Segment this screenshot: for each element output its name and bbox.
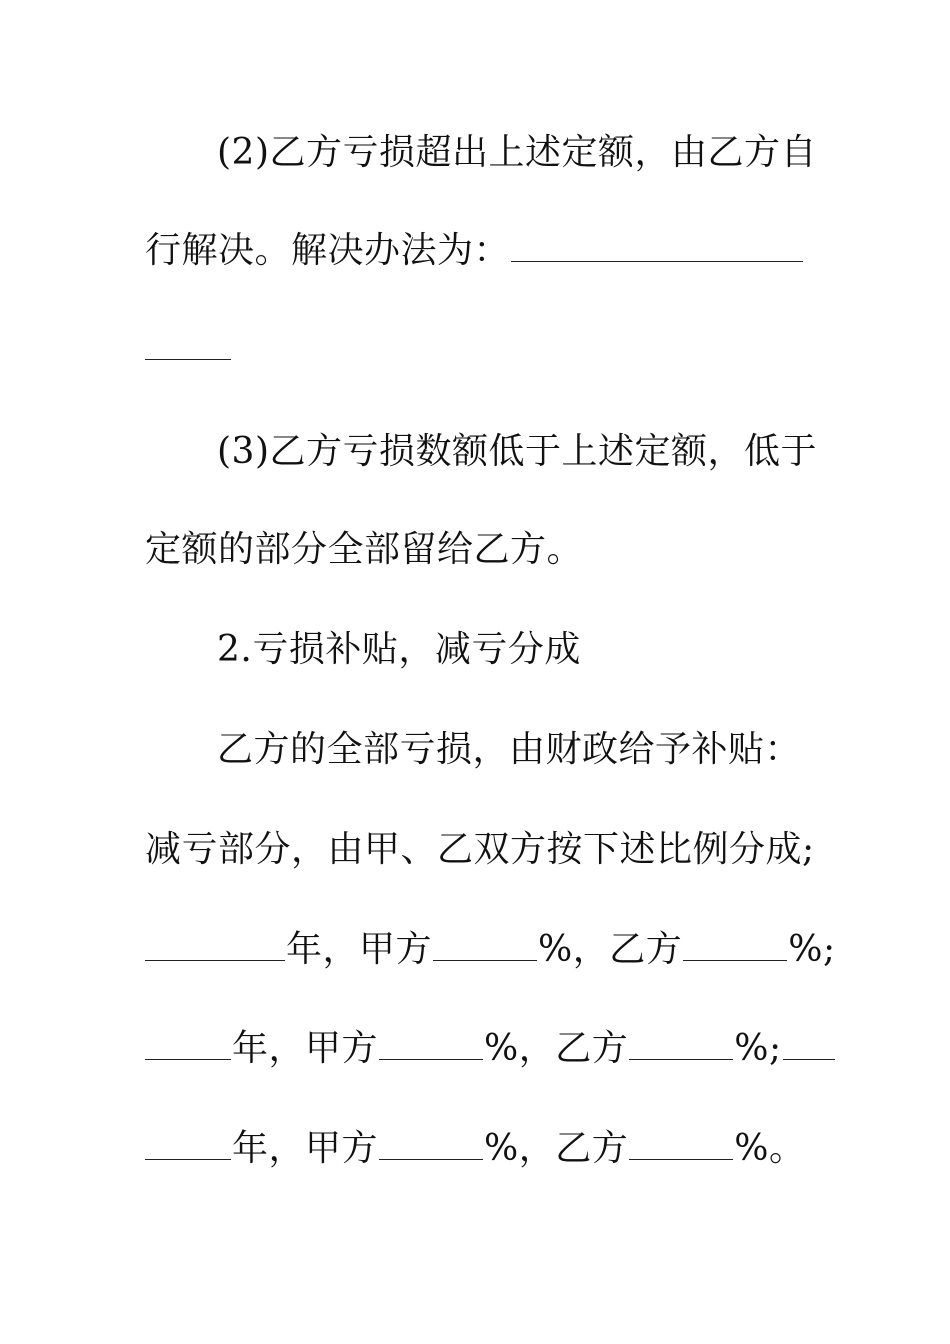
paragraph-3-line-2: 定额的部分全部留给乙方。 [145,529,584,570]
ratio-row-1-year-label: 年，甲方 [286,929,433,970]
party-b-percent-blank-3 [629,1129,733,1160]
party-a-percent-blank-3 [379,1129,483,1160]
solution-blank [511,231,803,262]
solution-blank-continued [145,329,231,360]
paragraph-3-line-1: (3)乙方亏损数额低于上述定额，低于 [217,431,817,472]
section-heading-2: 2.亏损补贴，减亏分成 [217,629,581,670]
ratio-row-3-year-label: 年，甲方 [232,1128,379,1169]
ratio-row-2-end: %; [734,1028,782,1069]
paragraph-2-line-3 [145,327,795,371]
party-a-percent-blank-1 [433,930,537,961]
ratio-row-1-party-b-label: %，乙方 [538,929,683,970]
year-blank-1 [145,930,285,961]
ratio-row-2-year-label: 年，甲方 [232,1028,379,1069]
paragraph-2-line-2 [145,229,795,273]
ratio-row-3-party-b-label: %，乙方 [484,1128,629,1169]
ratio-row-3 [145,1127,806,1171]
ratio-row-1 [145,928,836,972]
year-blank-2 [145,1029,231,1060]
paragraph-4-line-1: 乙方的全部亏损，由财政给予补贴： [217,729,802,770]
paragraph-4-line-2: 减亏部分，由甲、乙双方按下述比例分成; [145,829,815,870]
solution-label: 行解决。解决办法为： [145,230,511,271]
year-blank-3 [145,1129,231,1160]
ratio-row-3-end: %。 [734,1128,806,1169]
party-a-percent-blank-2 [379,1029,483,1060]
ratio-row-1-end: %; [788,929,836,970]
ratio-row-2-party-b-label: %，乙方 [484,1028,629,1069]
ratio-row-2 [145,1027,795,1071]
paragraph-2-line-1: (2)乙方亏损超出上述定额，由乙方自 [217,132,817,173]
year-blank-3-start [783,1029,835,1060]
party-b-percent-blank-2 [629,1029,733,1060]
party-b-percent-blank-1 [683,930,787,961]
